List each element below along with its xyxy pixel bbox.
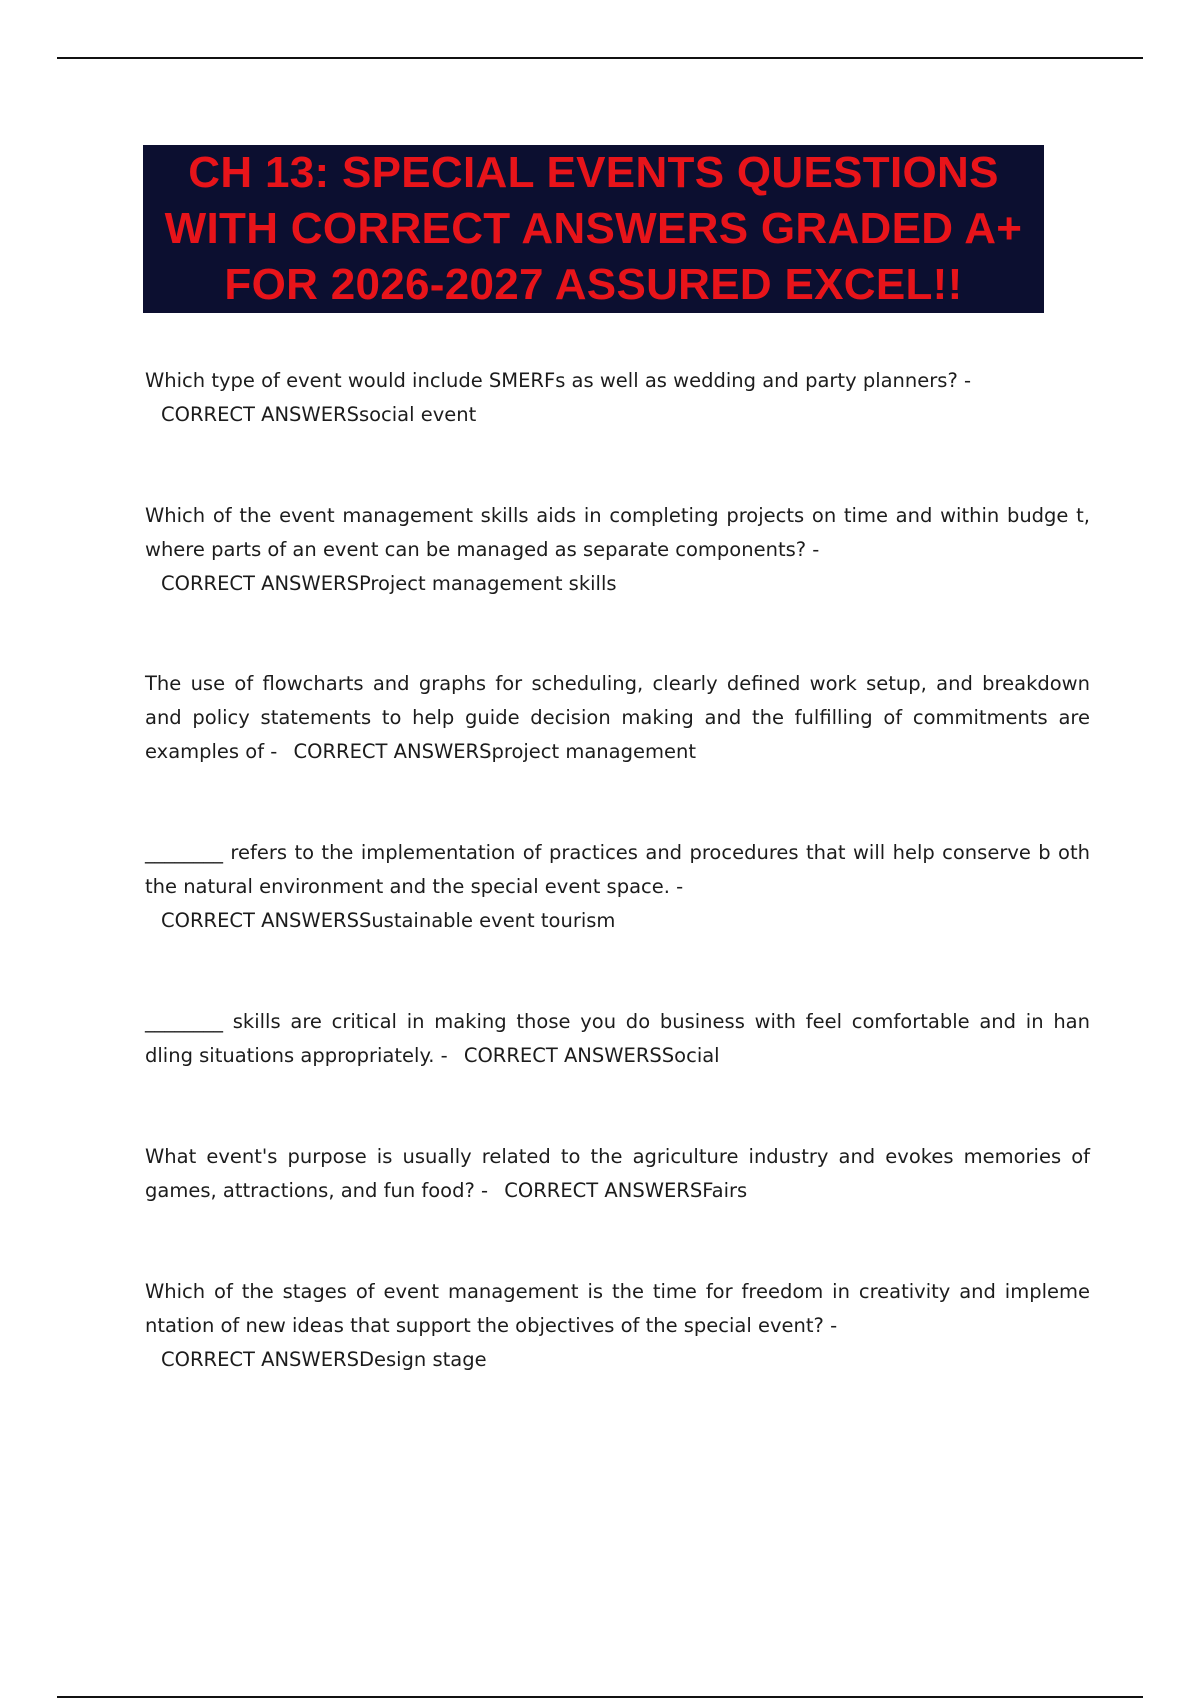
bottom-divider [57,1696,1143,1698]
qa-item-7 [145,1275,1090,1377]
title-banner [143,145,1044,313]
answer-text: CORRECT ANSWERSDesign stage [161,1348,487,1371]
document-title: CH 13: SPECIAL EVENTS QUESTIONS WITH CORRECT ANSWERS GRADED A+ FOR 2026-2027 ASSURED EXCEL!! [164,148,1023,309]
question-text: Which type of event would include SMERFs as well as wedding and party planners? - [145,369,972,392]
question-text: What event's purpose is usually related to the agriculture industry and evokes memories of games, attractions, and fun food? - [145,1145,1090,1202]
question-text: ________ skills are critical in making those you do business with feel comfortable and in han dling situations appropriately. - [145,1010,1090,1067]
answer-text: CORRECT ANSWERSSocial [463,1044,720,1067]
answer-text: CORRECT ANSWERSproject management [293,740,696,763]
answer-text: CORRECT ANSWERSSustainable event tourism [161,909,616,932]
answer-text: CORRECT ANSWERSProject management skills [161,572,617,595]
qa-item-1 [145,364,1090,432]
question-text: Which of the stages of event management is the time for freedom in creativity and impleme ntation of new ideas that support the objectives of the special event? - [145,1280,1090,1337]
question-text: Which of the event management skills aids in completing projects on time and within budge t, where parts of an event can be managed as separate components? - [145,504,1090,561]
top-divider [57,57,1143,59]
question-text: ________ refers to the implementation of practices and procedures that will help conserve b oth the natural environment and the special event space. - [145,841,1090,898]
qa-item-5 [145,1005,1090,1073]
answer-text: CORRECT ANSWERSsocial event [161,403,477,426]
qa-item-2 [145,499,1090,601]
qa-item-4 [145,836,1090,938]
question-text: The use of flowcharts and graphs for scheduling, clearly defined work setup, and breakdown and policy statements to help guide decision making and the fulfilling of commitments are examples of - [145,672,1090,763]
answer-text: CORRECT ANSWERSFairs [504,1179,748,1202]
qa-item-6 [145,1140,1090,1208]
qa-item-3 [145,667,1090,769]
